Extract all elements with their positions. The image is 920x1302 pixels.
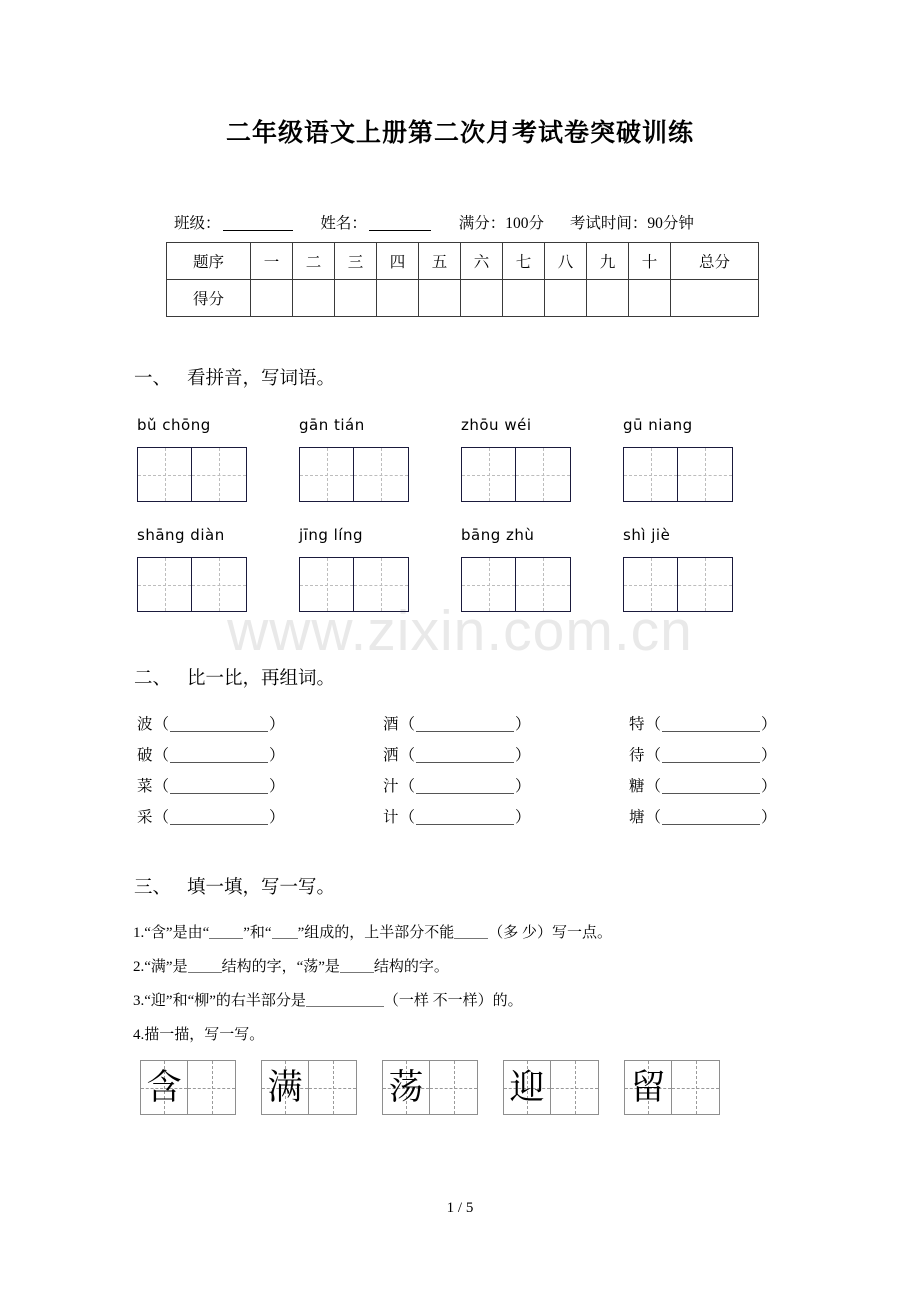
tianzige-box[interactable]: [623, 557, 733, 612]
class-label: 班级：: [174, 215, 221, 232]
question-3-4: [0, 1023, 920, 1044]
name-blank[interactable]: [369, 230, 431, 231]
section-1-number: 一、: [134, 369, 172, 389]
tracing-char: 含: [146, 1068, 182, 1107]
tianzige-cell[interactable]: [300, 448, 354, 501]
question-3-2-part-a: 2.“满”是: [133, 959, 188, 975]
score-cell-9[interactable]: [587, 280, 629, 317]
compare-char: 计: [383, 809, 399, 826]
tianzige-cell[interactable]: [678, 448, 732, 501]
tracing-cell-blank[interactable]: [309, 1061, 356, 1114]
tianzige-box[interactable]: [137, 447, 247, 502]
compare-answer-blank[interactable]: [170, 824, 268, 825]
col-10: 十: [629, 243, 671, 280]
question-3-2-blank-1[interactable]: [188, 972, 222, 973]
exam-time-label: 考试时间：90分钟: [569, 215, 694, 232]
writing-grid-row-1: [0, 447, 920, 502]
tracing-cell-blank[interactable]: [430, 1061, 477, 1114]
col-1: 一: [251, 243, 293, 280]
question-3-1-part-c: ”组成的，上半部分不能: [297, 925, 455, 941]
writing-grid-slot: [137, 557, 299, 612]
compare-words-grid: [0, 712, 920, 827]
tianzige-cell[interactable]: [354, 448, 408, 501]
question-3-3: [0, 989, 920, 1010]
writing-grid-slot: [623, 557, 785, 612]
section-heading-1: [0, 364, 920, 390]
col-9: 九: [587, 243, 629, 280]
question-3-1-blank-2[interactable]: [272, 938, 298, 939]
tianzige-cell[interactable]: [462, 558, 516, 611]
tianzige-cell[interactable]: [354, 558, 408, 611]
tracing-cell-model: [141, 1061, 188, 1114]
compare-answer-blank[interactable]: [416, 793, 514, 794]
score-cell-1[interactable]: [251, 280, 293, 317]
class-field: [174, 215, 295, 232]
tracing-cell-blank[interactable]: [551, 1061, 598, 1114]
tracing-slot: [503, 1060, 624, 1115]
question-3-2-part-c: 结构的字。: [373, 959, 449, 975]
col-2: 二: [293, 243, 335, 280]
writing-grid-slot: [623, 447, 785, 502]
table-row-header: [167, 243, 759, 280]
tianzige-box[interactable]: [461, 447, 571, 502]
compare-char: 塘: [629, 809, 645, 826]
section-3-title: 填一填，写一写。: [187, 878, 336, 898]
tianzige-cell[interactable]: [624, 558, 678, 611]
class-blank[interactable]: [223, 230, 293, 231]
score-cell-8[interactable]: [545, 280, 587, 317]
compare-answer-blank[interactable]: [170, 731, 268, 732]
tracing-cell-model: [625, 1061, 672, 1114]
compare-char: 采: [137, 809, 153, 826]
pinyin-1-1: bǔ chōng: [137, 416, 211, 434]
tianzige-cell[interactable]: [138, 558, 192, 611]
compare-answer-blank[interactable]: [662, 731, 760, 732]
tianzige-box[interactable]: [623, 447, 733, 502]
score-cell-4[interactable]: [377, 280, 419, 317]
tracing-box[interactable]: [624, 1060, 720, 1115]
compare-answer-blank[interactable]: [170, 793, 268, 794]
tracing-cell-blank[interactable]: [188, 1061, 235, 1114]
pinyin-row-2: [0, 526, 920, 544]
tianzige-cell[interactable]: [516, 448, 570, 501]
tracing-cell-model: [262, 1061, 309, 1114]
compare-char: 波: [137, 716, 153, 733]
question-3-1-part-b: ”和“: [243, 925, 272, 941]
compare-char: 菜: [137, 778, 153, 795]
pinyin-row-1: [0, 416, 920, 434]
compare-answer-blank[interactable]: [662, 824, 760, 825]
pinyin-2-3: bāng zhù: [461, 526, 535, 544]
watermark: www.zixin.com.cn: [227, 599, 693, 663]
student-info-line: [0, 211, 920, 233]
writing-grid-slot: [461, 557, 623, 612]
pinyin-2-2: jīng líng: [299, 526, 363, 544]
pinyin-1-3: zhōu wéi: [461, 416, 532, 434]
score-cell-7[interactable]: [503, 280, 545, 317]
col-7: 七: [503, 243, 545, 280]
compare-item: 破（ ）: [137, 747, 285, 764]
section-2-title: 比一比，再组词。: [187, 669, 336, 689]
tracing-cell-model: [504, 1061, 551, 1114]
score-cell-5[interactable]: [419, 280, 461, 317]
writing-grid-row-2: [0, 557, 920, 612]
score-cell-6[interactable]: [461, 280, 503, 317]
tracing-slot: [382, 1060, 503, 1115]
pinyin-2-4: shì jiè: [623, 526, 671, 544]
tracing-slot: [624, 1060, 745, 1115]
tracing-slot: [261, 1060, 382, 1115]
tianzige-cell[interactable]: [192, 448, 246, 501]
compare-char: 糖: [629, 778, 645, 795]
writing-grid-slot: [299, 447, 461, 502]
col-total: 总分: [671, 243, 759, 280]
tianzige-cell[interactable]: [624, 448, 678, 501]
tracing-box[interactable]: [140, 1060, 236, 1115]
score-cell-10[interactable]: [629, 280, 671, 317]
tracing-char: 满: [267, 1068, 303, 1107]
tracing-box[interactable]: [261, 1060, 357, 1115]
question-3-1-blank-1[interactable]: [209, 938, 243, 939]
score-cell-2[interactable]: [293, 280, 335, 317]
col-4: 四: [377, 243, 419, 280]
compare-item: 待（ ）: [629, 747, 777, 764]
page-number: 1 / 5: [446, 1200, 474, 1216]
tracing-char: 迎: [509, 1068, 545, 1107]
col-5: 五: [419, 243, 461, 280]
question-3-2-blank-2[interactable]: [340, 972, 374, 973]
question-3-1-blank-3[interactable]: [454, 938, 488, 939]
name-field: [320, 215, 433, 232]
compare-answer-blank[interactable]: [662, 762, 760, 763]
writing-grid-slot: [137, 447, 299, 502]
section-3-number: 三、: [134, 878, 172, 898]
tracing-cell-blank[interactable]: [672, 1061, 719, 1114]
tianzige-box[interactable]: [461, 557, 571, 612]
col-8: 八: [545, 243, 587, 280]
score-table: [166, 242, 759, 317]
compare-answer-blank[interactable]: [170, 762, 268, 763]
compare-char: 洒: [383, 747, 399, 764]
compare-answer-blank[interactable]: [416, 824, 514, 825]
question-3-1-part-a: 1.“含”是由“: [133, 925, 210, 941]
tianzige-box[interactable]: [137, 557, 247, 612]
question-3-4-text: 4.描一描，写一写。: [133, 1027, 265, 1043]
tracing-row: [0, 1060, 920, 1115]
question-3-3-blank-1[interactable]: [306, 1006, 384, 1007]
row-label-score: 得分: [167, 280, 251, 317]
compare-item: 计（ ）: [383, 809, 531, 826]
tianzige-cell[interactable]: [192, 558, 246, 611]
col-6: 六: [461, 243, 503, 280]
pinyin-1-4: gū niang: [623, 416, 693, 434]
question-3-2: [0, 955, 920, 976]
compare-item: 洒（ ）: [383, 747, 531, 764]
compare-char: 破: [137, 747, 153, 764]
compare-item: 波（ ）: [137, 716, 285, 733]
section-2-number: 二、: [134, 669, 172, 689]
compare-item: 塘（ ）: [629, 809, 777, 826]
question-3-2-part-b: 结构的字，“荡”是: [221, 959, 340, 975]
section-heading-3: [0, 873, 920, 899]
tracing-box[interactable]: [503, 1060, 599, 1115]
compare-char: 酒: [383, 716, 399, 733]
tracing-box[interactable]: [382, 1060, 478, 1115]
tracing-cell-model: [383, 1061, 430, 1114]
section-1-title: 看拼音，写词语。: [187, 369, 336, 389]
pinyin-2-1: shāng diàn: [137, 526, 225, 544]
question-3-3-part-b: （一样 不一样）的。: [383, 993, 523, 1009]
compare-char: 待: [629, 747, 645, 764]
compare-item: 酒（ ）: [383, 716, 531, 733]
question-3-1-part-d: （多 少）写一点。: [488, 925, 612, 941]
compare-answer-blank[interactable]: [662, 793, 760, 794]
tianzige-cell[interactable]: [516, 558, 570, 611]
page-title: 二年级语文上册第二次月考试卷突破训练: [225, 120, 694, 147]
compare-item: 汁（ ）: [383, 778, 531, 795]
compare-item: 糖（ ）: [629, 778, 777, 795]
tianzige-cell[interactable]: [300, 558, 354, 611]
name-label: 姓名：: [320, 215, 367, 232]
tracing-char: 留: [630, 1068, 666, 1107]
writing-grid-slot: [299, 557, 461, 612]
tianzige-cell[interactable]: [462, 448, 516, 501]
full-score-label: 满分：100分: [458, 215, 545, 232]
pinyin-1-2: gān tián: [299, 416, 365, 434]
section-heading-2: [0, 664, 920, 690]
compare-item: 菜（ ）: [137, 778, 285, 795]
tianzige-box[interactable]: [299, 557, 409, 612]
col-3: 三: [335, 243, 377, 280]
score-cell-3[interactable]: [335, 280, 377, 317]
question-3-1: [0, 921, 920, 942]
tracing-slot: [140, 1060, 261, 1115]
compare-char: 特: [629, 716, 645, 733]
compare-answer-blank[interactable]: [416, 762, 514, 763]
row-label-question-order: 题序: [167, 243, 251, 280]
compare-char: 汁: [383, 778, 399, 795]
tianzige-box[interactable]: [299, 447, 409, 502]
score-cell-total[interactable]: [671, 280, 759, 317]
compare-item: 采（ ）: [137, 809, 285, 826]
compare-item: 特（ ）: [629, 716, 777, 733]
tianzige-cell[interactable]: [678, 558, 732, 611]
writing-grid-slot: [461, 447, 623, 502]
compare-answer-blank[interactable]: [416, 731, 514, 732]
tracing-char: 荡: [388, 1068, 424, 1107]
table-row-score: [167, 280, 759, 317]
tianzige-cell[interactable]: [138, 448, 192, 501]
question-3-3-part-a: 3.“迎”和“柳”的右半部分是: [133, 993, 306, 1009]
